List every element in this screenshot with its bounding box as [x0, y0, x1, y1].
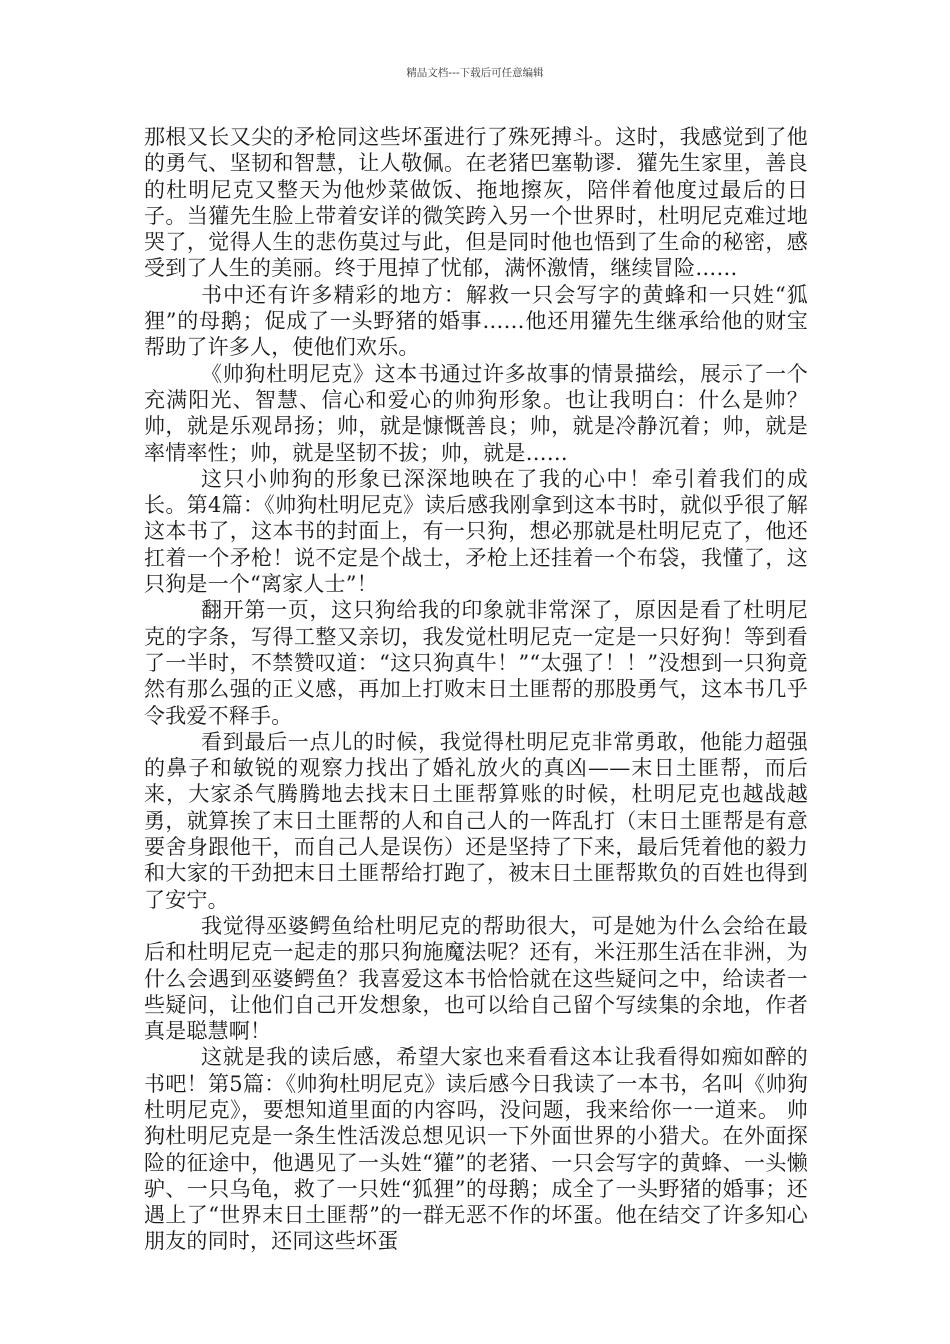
page-header: 精品文档---下载后可任意编辑 — [406, 67, 544, 79]
paragraph-6: 看到最后一点儿的时候，我觉得杜明尼克非常勇敢，他能力超强的鼻子和敏锐的观察力找出了婚礼放火的真凶——末日土匪帮，而后来，大家杀气腾腾地去找末日土匪帮算账的时候，杜明尼克也越战越勇，就算挨了末日土匪帮的人和自己人的一阵乱打（末日土匪帮是有意要舍身跟他干，而自己人是误伤）还是坚持了下来，最后凭着他的毅力和大家的干劲把末日土匪帮给打跑了，被末日土匪帮欺负的百姓也得到了安宁。 — [144, 729, 808, 912]
paragraph-8: 这就是我的读后感，希望大家也来看看这本让我看得如痴如醉的书吧！第5篇：《帅狗杜明尼克》读后感今日我读了一本书，名叫《帅狗杜明尼克》，要想知道里面的内容吗，没问题，我来给你一一道来。 帅狗杜明尼克是一条生性活泼总想见识一下外面世界的小猎犬。在外面探险的征途中，他遇见了一头姓“獾”的老猪、一只会写字的黄蜂、一头懒驴、一只乌龟，救了一只姓“狐狸”的母鹅；成全了一头野猪的婚事；还遇上了“世界末日土匪帮”的一群无恶不作的坏蛋。他在结交了许多知心朋友的同时，还同这些坏蛋 — [144, 1045, 808, 1254]
paragraph-1: 那根又长又尖的矛枪同这些坏蛋进行了殊死搏斗。这时，我感觉到了他的勇气、坚韧和智慧，让人敬佩。在老猪巴塞勒谬．獾先生家里，善良的杜明尼克又整天为他炒菜做饭、拖地擦灰，陪伴着他度过最后的日子。当獾先生脸上带着安详的微笑跨入另一个世界时，杜明尼克难过地哭了，觉得人生的悲伤莫过与此，但是同时他也悟到了生命的秘密，感受到了人生的美丽。终于甩掉了忧郁，满怀激情，继续冒险…… — [144, 125, 808, 281]
document-body — [144, 124, 808, 1255]
paragraph-4: 这只小帅狗的形象已深深地映在了我的心中！牵引着我们的成长。第4篇：《帅狗杜明尼克》读后感我刚拿到这本书时，就似乎很了解这本书了，这本书的封面上，有一只狗，想必那就是杜明尼克了，他还扛着一个矛枪！说不定是个战士，矛枪上还挂着一个布袋，我懂了，这只狗是一个“离家人士”！ — [144, 466, 808, 597]
paragraph-5: 翻开第一页，这只狗给我的印象就非常深了，原因是看了杜明尼克的字条，写得工整又亲切，我发觉杜明尼克一定是一只好狗！等到看了一半时，不禁赞叹道：“这只狗真牛！”“太强了！！”没想到一只狗竟然有那么强的正义感，再加上打败末日土匪帮的那股勇气，这本书几乎令我爱不释手。 — [144, 598, 808, 728]
paragraph-2: 书中还有许多精彩的地方：解救一只会写字的黄蜂和一只姓“狐狸”的母鹅；促成了一头野猪的婚事……他还用獾先生继承给他的财宝帮助了许多人，使他们欢乐。 — [144, 282, 808, 360]
paragraph-3: 《帅狗杜明尼克》这本书通过许多故事的情景描绘，展示了一个充满阳光、智慧、信心和爱心的帅狗形象。也让我明白：什么是帅？帅，就是乐观昂扬；帅，就是慷慨善良；帅，就是冷静沉着；帅，就是率情率性；帅，就是坚韧不拔；帅，就是…… — [144, 361, 808, 465]
paragraph-7: 我觉得巫婆鳄鱼给杜明尼克的帮助很大，可是她为什么会给在最后和杜明尼克一起走的那只狗施魔法呢？还有，米汪那生活在非洲，为什么会遇到巫婆鳄鱼？我喜爱这本书恰恰就在这些疑问之中，给读者一些疑问，让他们自己开发想象，也可以给自己留个写续集的余地，作者真是聪慧啊！ — [144, 913, 808, 1044]
